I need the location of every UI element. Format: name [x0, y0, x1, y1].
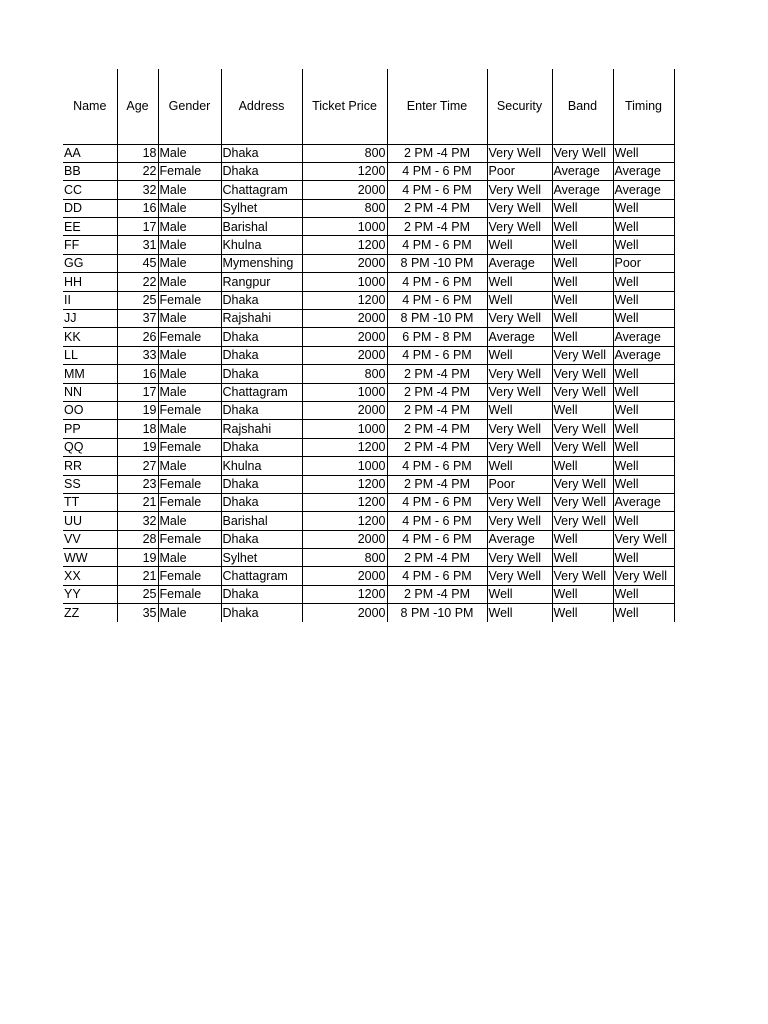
cell-enter-time: 2 PM -4 PM	[387, 438, 487, 456]
cell-band: Very Well	[552, 144, 613, 162]
cell-age: 23	[117, 475, 158, 493]
cell-band: Well	[552, 604, 613, 622]
cell-enter-time: 2 PM -4 PM	[387, 475, 487, 493]
cell-age: 26	[117, 328, 158, 346]
cell-name: DD	[63, 199, 117, 217]
cell-age: 19	[117, 438, 158, 456]
cell-security: Well	[487, 273, 552, 291]
cell-ticket-price: 1200	[302, 585, 387, 603]
cell-enter-time: 4 PM - 6 PM	[387, 181, 487, 199]
cell-security: Very Well	[487, 365, 552, 383]
cell-ticket-price: 2000	[302, 604, 387, 622]
cell-timing: Average	[613, 346, 674, 364]
cell-timing: Very Well	[613, 567, 674, 585]
table-row	[63, 457, 674, 475]
cell-address: Dhaka	[221, 475, 302, 493]
cell-band: Very Well	[552, 346, 613, 364]
cell-ticket-price: 800	[302, 199, 387, 217]
cell-gender: Female	[158, 567, 221, 585]
cell-gender: Male	[158, 199, 221, 217]
cell-security: Very Well	[487, 144, 552, 162]
cell-security: Well	[487, 291, 552, 309]
cell-band: Very Well	[552, 493, 613, 511]
cell-address: Barishal	[221, 512, 302, 530]
cell-address: Dhaka	[221, 291, 302, 309]
cell-security: Very Well	[487, 218, 552, 236]
cell-gender: Female	[158, 475, 221, 493]
cell-timing: Average	[613, 181, 674, 199]
cell-band: Well	[552, 273, 613, 291]
cell-timing: Well	[613, 365, 674, 383]
cell-ticket-price: 2000	[302, 254, 387, 272]
cell-gender: Female	[158, 291, 221, 309]
cell-age: 32	[117, 512, 158, 530]
cell-security: Very Well	[487, 549, 552, 567]
cell-security: Poor	[487, 162, 552, 180]
cell-ticket-price: 1000	[302, 218, 387, 236]
column-header-name: Name	[63, 69, 117, 144]
table-row	[63, 310, 674, 328]
cell-name: LL	[63, 346, 117, 364]
cell-band: Well	[552, 310, 613, 328]
cell-enter-time: 8 PM -10 PM	[387, 310, 487, 328]
cell-address: Sylhet	[221, 549, 302, 567]
cell-security: Very Well	[487, 181, 552, 199]
cell-gender: Male	[158, 254, 221, 272]
table-row	[63, 365, 674, 383]
cell-gender: Male	[158, 144, 221, 162]
cell-name: FF	[63, 236, 117, 254]
table-body	[63, 144, 674, 622]
cell-address: Rajshahi	[221, 310, 302, 328]
cell-name: SS	[63, 475, 117, 493]
cell-gender: Male	[158, 236, 221, 254]
cell-name: XX	[63, 567, 117, 585]
cell-enter-time: 6 PM - 8 PM	[387, 328, 487, 346]
cell-timing: Well	[613, 512, 674, 530]
cell-gender: Male	[158, 365, 221, 383]
cell-age: 31	[117, 236, 158, 254]
cell-age: 18	[117, 420, 158, 438]
cell-address: Dhaka	[221, 438, 302, 456]
table-row	[63, 420, 674, 438]
cell-timing: Well	[613, 549, 674, 567]
cell-enter-time: 4 PM - 6 PM	[387, 457, 487, 475]
cell-ticket-price: 2000	[302, 567, 387, 585]
cell-address: Dhaka	[221, 144, 302, 162]
table-row	[63, 585, 674, 603]
cell-band: Very Well	[552, 438, 613, 456]
cell-security: Average	[487, 530, 552, 548]
cell-address: Dhaka	[221, 604, 302, 622]
table-row	[63, 530, 674, 548]
cell-ticket-price: 1200	[302, 236, 387, 254]
cell-enter-time: 4 PM - 6 PM	[387, 236, 487, 254]
cell-ticket-price: 800	[302, 144, 387, 162]
cell-security: Very Well	[487, 310, 552, 328]
cell-timing: Well	[613, 273, 674, 291]
cell-ticket-price: 1000	[302, 457, 387, 475]
cell-gender: Male	[158, 457, 221, 475]
cell-enter-time: 4 PM - 6 PM	[387, 493, 487, 511]
cell-band: Average	[552, 181, 613, 199]
table-row	[63, 254, 674, 272]
cell-ticket-price: 1000	[302, 383, 387, 401]
cell-gender: Female	[158, 401, 221, 419]
header-row	[63, 69, 674, 144]
cell-band: Well	[552, 549, 613, 567]
cell-address: Dhaka	[221, 530, 302, 548]
cell-security: Very Well	[487, 383, 552, 401]
cell-band: Very Well	[552, 420, 613, 438]
cell-security: Well	[487, 604, 552, 622]
cell-timing: Well	[613, 291, 674, 309]
cell-security: Well	[487, 401, 552, 419]
table-row	[63, 181, 674, 199]
cell-age: 19	[117, 401, 158, 419]
table-row	[63, 438, 674, 456]
cell-ticket-price: 1200	[302, 291, 387, 309]
cell-band: Well	[552, 328, 613, 346]
cell-name: GG	[63, 254, 117, 272]
cell-name: HH	[63, 273, 117, 291]
table-row	[63, 273, 674, 291]
cell-ticket-price: 2000	[302, 310, 387, 328]
cell-gender: Female	[158, 162, 221, 180]
cell-gender: Male	[158, 273, 221, 291]
cell-age: 18	[117, 144, 158, 162]
cell-security: Well	[487, 236, 552, 254]
cell-band: Very Well	[552, 512, 613, 530]
cell-age: 17	[117, 218, 158, 236]
cell-timing: Well	[613, 438, 674, 456]
cell-enter-time: 2 PM -4 PM	[387, 365, 487, 383]
cell-gender: Female	[158, 585, 221, 603]
cell-age: 37	[117, 310, 158, 328]
cell-address: Sylhet	[221, 199, 302, 217]
table-row	[63, 328, 674, 346]
table-row	[63, 383, 674, 401]
cell-band: Very Well	[552, 567, 613, 585]
cell-age: 22	[117, 273, 158, 291]
cell-gender: Male	[158, 310, 221, 328]
cell-enter-time: 2 PM -4 PM	[387, 199, 487, 217]
cell-name: KK	[63, 328, 117, 346]
table-row	[63, 512, 674, 530]
cell-name: VV	[63, 530, 117, 548]
column-header-address: Address	[221, 69, 302, 144]
cell-band: Very Well	[552, 365, 613, 383]
table-row	[63, 236, 674, 254]
table-row	[63, 346, 674, 364]
cell-name: YY	[63, 585, 117, 603]
cell-security: Well	[487, 585, 552, 603]
cell-address: Khulna	[221, 236, 302, 254]
cell-timing: Well	[613, 144, 674, 162]
cell-security: Very Well	[487, 512, 552, 530]
cell-enter-time: 4 PM - 6 PM	[387, 162, 487, 180]
cell-age: 33	[117, 346, 158, 364]
cell-timing: Poor	[613, 254, 674, 272]
cell-name: PP	[63, 420, 117, 438]
cell-name: TT	[63, 493, 117, 511]
column-header-band: Band	[552, 69, 613, 144]
cell-timing: Average	[613, 328, 674, 346]
table-row	[63, 144, 674, 162]
cell-gender: Male	[158, 420, 221, 438]
cell-age: 27	[117, 457, 158, 475]
cell-name: CC	[63, 181, 117, 199]
column-header-age: Age	[117, 69, 158, 144]
cell-band: Well	[552, 291, 613, 309]
cell-enter-time: 4 PM - 6 PM	[387, 273, 487, 291]
cell-security: Very Well	[487, 493, 552, 511]
cell-gender: Male	[158, 346, 221, 364]
cell-band: Average	[552, 162, 613, 180]
table-row	[63, 549, 674, 567]
cell-timing: Well	[613, 218, 674, 236]
cell-name: BB	[63, 162, 117, 180]
cell-address: Barishal	[221, 218, 302, 236]
cell-gender: Male	[158, 383, 221, 401]
cell-enter-time: 4 PM - 6 PM	[387, 530, 487, 548]
cell-ticket-price: 2000	[302, 328, 387, 346]
cell-enter-time: 2 PM -4 PM	[387, 383, 487, 401]
cell-enter-time: 8 PM -10 PM	[387, 254, 487, 272]
cell-name: NN	[63, 383, 117, 401]
cell-security: Average	[487, 328, 552, 346]
cell-band: Well	[552, 236, 613, 254]
cell-age: 16	[117, 365, 158, 383]
cell-ticket-price: 2000	[302, 181, 387, 199]
cell-age: 28	[117, 530, 158, 548]
table-row	[63, 199, 674, 217]
cell-timing: Well	[613, 585, 674, 603]
column-header-security: Security	[487, 69, 552, 144]
cell-name: QQ	[63, 438, 117, 456]
cell-security: Poor	[487, 475, 552, 493]
cell-timing: Well	[613, 604, 674, 622]
cell-timing: Well	[613, 383, 674, 401]
cell-name: WW	[63, 549, 117, 567]
cell-age: 25	[117, 585, 158, 603]
cell-enter-time: 2 PM -4 PM	[387, 401, 487, 419]
cell-ticket-price: 1200	[302, 493, 387, 511]
cell-address: Chattagram	[221, 181, 302, 199]
cell-security: Very Well	[487, 567, 552, 585]
cell-timing: Well	[613, 310, 674, 328]
cell-security: Average	[487, 254, 552, 272]
cell-enter-time: 8 PM -10 PM	[387, 604, 487, 622]
cell-address: Rajshahi	[221, 420, 302, 438]
cell-age: 21	[117, 493, 158, 511]
cell-enter-time: 2 PM -4 PM	[387, 218, 487, 236]
cell-age: 19	[117, 549, 158, 567]
cell-gender: Female	[158, 438, 221, 456]
cell-enter-time: 4 PM - 6 PM	[387, 512, 487, 530]
cell-enter-time: 2 PM -4 PM	[387, 549, 487, 567]
cell-enter-time: 4 PM - 6 PM	[387, 567, 487, 585]
cell-gender: Male	[158, 218, 221, 236]
cell-enter-time: 4 PM - 6 PM	[387, 291, 487, 309]
cell-ticket-price: 1200	[302, 162, 387, 180]
cell-ticket-price: 1000	[302, 273, 387, 291]
cell-age: 45	[117, 254, 158, 272]
cell-address: Dhaka	[221, 328, 302, 346]
cell-band: Very Well	[552, 383, 613, 401]
cell-ticket-price: 1200	[302, 438, 387, 456]
column-header-ticket-price: Ticket Price	[302, 69, 387, 144]
table-row	[63, 567, 674, 585]
column-header-gender: Gender	[158, 69, 221, 144]
cell-age: 25	[117, 291, 158, 309]
cell-address: Rangpur	[221, 273, 302, 291]
cell-gender: Male	[158, 604, 221, 622]
cell-ticket-price: 800	[302, 365, 387, 383]
cell-gender: Female	[158, 493, 221, 511]
cell-name: EE	[63, 218, 117, 236]
cell-timing: Well	[613, 199, 674, 217]
table-row	[63, 291, 674, 309]
cell-enter-time: 2 PM -4 PM	[387, 585, 487, 603]
cell-name: RR	[63, 457, 117, 475]
cell-gender: Male	[158, 512, 221, 530]
cell-timing: Well	[613, 475, 674, 493]
cell-band: Well	[552, 457, 613, 475]
cell-gender: Male	[158, 181, 221, 199]
table-row	[63, 493, 674, 511]
cell-age: 17	[117, 383, 158, 401]
cell-band: Very Well	[552, 475, 613, 493]
cell-address: Chattagram	[221, 567, 302, 585]
cell-gender: Female	[158, 530, 221, 548]
cell-ticket-price: 1000	[302, 420, 387, 438]
cell-band: Well	[552, 530, 613, 548]
cell-name: ZZ	[64, 605, 80, 620]
cell-name: OO	[63, 401, 117, 419]
cell-band: Well	[552, 585, 613, 603]
cell-enter-time: 2 PM -4 PM	[387, 420, 487, 438]
cell-address: Dhaka	[221, 401, 302, 419]
cell-enter-time: 4 PM - 6 PM	[387, 346, 487, 364]
cell-security: Well	[487, 346, 552, 364]
cell-name: AA	[63, 144, 117, 162]
cell-ticket-price: 800	[302, 549, 387, 567]
cell-band: Well	[552, 218, 613, 236]
column-header-timing: Timing	[613, 69, 674, 144]
cell-security: Very Well	[487, 199, 552, 217]
cell-age: 22	[117, 162, 158, 180]
cell-band: Well	[552, 401, 613, 419]
column-header-enter-time: Enter Time	[387, 69, 487, 144]
table-row	[63, 218, 674, 236]
cell-timing: Very Well	[613, 530, 674, 548]
cell-age: 21	[117, 567, 158, 585]
cell-gender: Male	[158, 549, 221, 567]
table-row	[63, 162, 674, 180]
cell-name: MM	[63, 365, 117, 383]
cell-timing: Well	[613, 457, 674, 475]
cell-age: 32	[117, 181, 158, 199]
cell-security: Well	[487, 457, 552, 475]
cell-address: Chattagram	[221, 383, 302, 401]
cell-security: Very Well	[487, 420, 552, 438]
cell-timing: Average	[613, 493, 674, 511]
cell-address: Dhaka	[221, 365, 302, 383]
cell-ticket-price: 2000	[302, 530, 387, 548]
cell-address: Khulna	[221, 457, 302, 475]
cell-band: Well	[552, 254, 613, 272]
cell-address: Dhaka	[221, 493, 302, 511]
cell-address: Mymenshing	[221, 254, 302, 272]
cell-band: Well	[552, 199, 613, 217]
table-row	[63, 604, 674, 622]
table-row	[63, 401, 674, 419]
cell-ticket-price: 1200	[302, 512, 387, 530]
cell-timing: Well	[613, 401, 674, 419]
cell-ticket-price: 2000	[302, 401, 387, 419]
cell-name: UU	[63, 512, 117, 530]
cell-address: Dhaka	[221, 346, 302, 364]
table-row	[63, 475, 674, 493]
cell-enter-time: 2 PM -4 PM	[387, 144, 487, 162]
cell-timing: Well	[613, 420, 674, 438]
cell-name: JJ	[63, 310, 117, 328]
cell-address: Dhaka	[221, 585, 302, 603]
data-table	[63, 69, 675, 622]
cell-security: Very Well	[487, 438, 552, 456]
cell-timing: Average	[613, 162, 674, 180]
cell-timing: Well	[613, 236, 674, 254]
cell-ticket-price: 1200	[302, 475, 387, 493]
cell-name: II	[63, 291, 117, 309]
cell-age: 35	[117, 604, 158, 622]
cell-age: 16	[117, 199, 158, 217]
cell-ticket-price: 2000	[302, 346, 387, 364]
cell-address: Dhaka	[221, 162, 302, 180]
cell-gender: Female	[158, 328, 221, 346]
